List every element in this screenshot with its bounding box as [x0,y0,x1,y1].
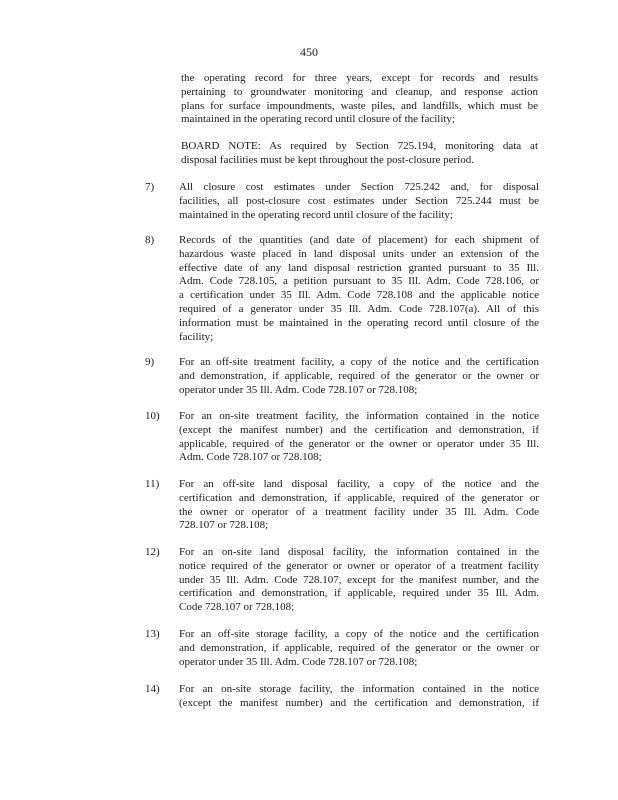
paragraph-line: the operating record for three years, except for records and results [181,72,538,84]
paragraph-line: For an on-site treatment facility, the information contained in the notice [179,410,539,422]
item-text [179,181,539,222]
paragraph-line: For an off-site land disposal facility, a copy of the notice and the [179,478,539,490]
paragraph-line: under 35 Ill. Adm. Code 728.107, except for the manifest number, and the [179,573,539,586]
paragraph-line: For an off-site storage facility, a copy of the notice and the certification [179,628,539,640]
paragraph-line: (except the manifest number) and the certification and demonstration, if [179,696,539,709]
paragraph-line: For an on-site land disposal facility, the information contained in the [179,546,539,558]
item-text [179,628,539,669]
paragraph-line: maintained in the operating record until closure of the facility; [181,113,455,126]
paragraph-line: facilities, all post-closure cost estimates under Section 725.244 must be [179,194,539,207]
paragraph-line: and demonstration, if applicable, required of the generator or the owner or [179,369,539,382]
intro-paragraph [181,72,538,127]
paragraph-line: Adm. Code 728.107 or 728.108; [179,451,322,464]
paragraph-line: (except the manifest number) and the certification and demonstration, if [179,423,539,436]
item-text [179,234,539,344]
paragraph-line: information must be maintained in the operating record until closure of the [179,316,539,329]
board-note [181,140,538,168]
paragraph-line: certification and demonstration, if applicable, required of the generator or [179,491,539,504]
paragraph-line: Adm. Code 728.105, a petition pursuant to 35 Ill. Adm. Code 728.106, or [179,275,539,288]
item-text [179,478,539,533]
paragraph-line: maintained in the operating record until closure of the facility; [179,208,453,221]
paragraph-line: For an on-site storage facility, the information contained in the notice [179,683,539,695]
item-text [179,356,539,397]
paragraph-line: certification and demonstration, if applicable, required under 35 Ill. Adm. [179,587,539,600]
item-text [179,683,539,711]
paragraph-line: and demonstration, if applicable, required of the generator or the owner or [179,641,539,654]
paragraph-line: 728.107 or 728.108; [179,519,269,532]
paragraph-line: a certification under 35 Ill. Adm. Code 728.108 and the applicable notice [179,289,539,302]
item-number: 14) [145,683,160,695]
paragraph-line: operator under 35 Ill. Adm. Code 728.107 or 728.108; [179,383,418,396]
paragraph-line: disposal facilities must be kept throughout the post-closure period. [181,153,474,166]
item-number: 11) [145,478,160,490]
paragraph-line: facility; [179,330,214,343]
paragraph-line: notice required of the generator or owner or operator of a treatment facility [179,559,539,572]
item-number: 7) [145,181,155,193]
item-number: 13) [145,628,160,640]
paragraph-line: For an off-site treatment facility, a copy of the notice and the certification [179,356,539,368]
item-text [179,546,539,615]
item-number: 8) [145,234,155,246]
paragraph-line: Records of the quantities (and date of placement) for each shipment of [179,234,539,246]
paragraph-line: BOARD NOTE: As required by Section 725.194, monitoring data at [181,140,538,152]
paragraph-line: operator under 35 Ill. Adm. Code 728.107 or 728.108; [179,655,418,668]
paragraph-line: the owner or operator of a treatment facility under 35 Ill. Adm. Code [179,505,539,518]
item-text [179,410,539,465]
page-number: 450 [300,45,318,59]
item-number: 10) [145,410,160,422]
paragraph-line: Code 728.107 or 728.108; [179,601,295,614]
item-number: 9) [145,356,155,368]
paragraph-line: pertaining to groundwater monitoring and cleanup, and response action [181,85,538,98]
paragraph-line: effective date of any land disposal restriction granted pursuant to 35 Ill. [179,261,539,274]
paragraph-line: required of a generator under 35 Ill. Adm. Code 728.107(a). All of this [179,302,539,315]
paragraph-line: hazardous waste placed in land disposal units under an extension of the [179,247,539,260]
paragraph-line: plans for surface impoundments, waste piles, and landfills, which must be [181,99,538,112]
item-number: 12) [145,546,160,558]
paragraph-line: applicable, required of the generator or the owner or operator under 35 Ill. [179,437,539,450]
paragraph-line: All closure cost estimates under Section 725.242 and, for disposal [179,181,539,193]
